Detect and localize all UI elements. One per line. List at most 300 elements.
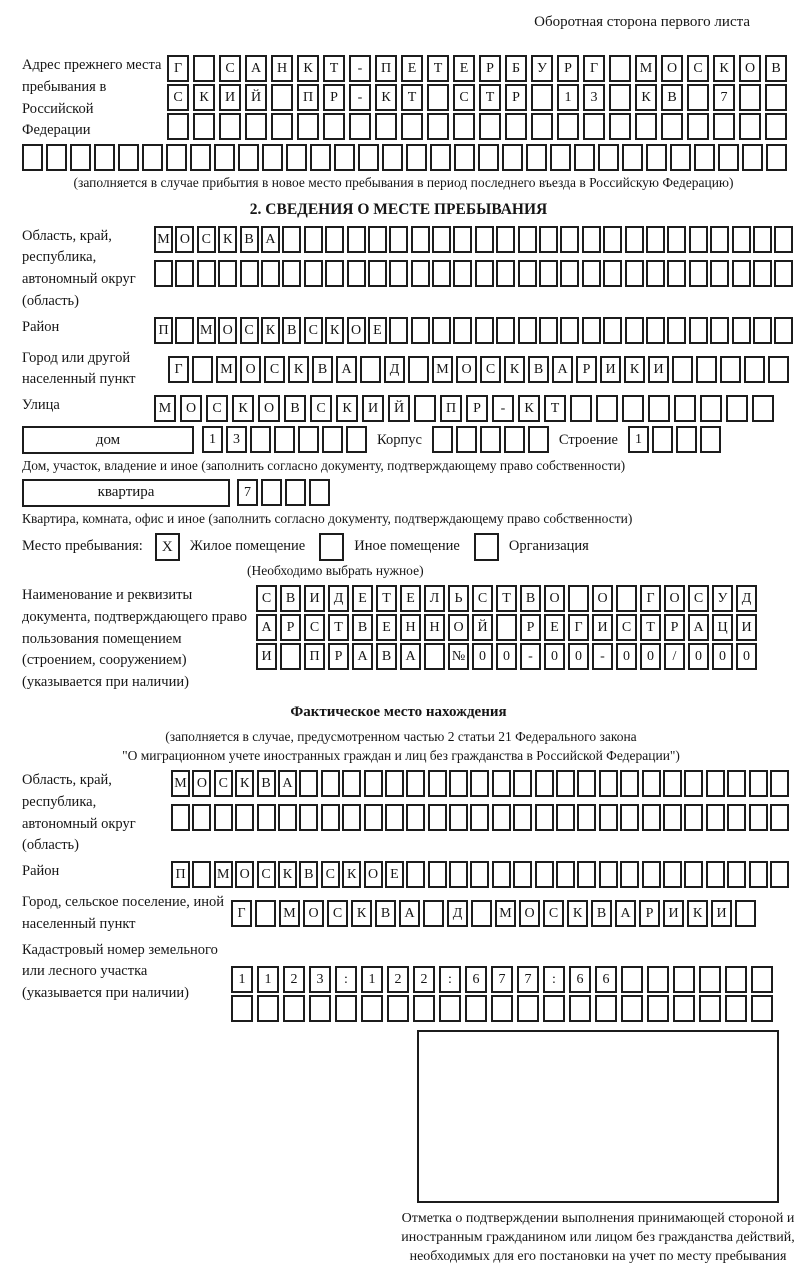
char-cell [560, 317, 579, 344]
char-cell [774, 260, 793, 287]
char-cell [171, 804, 190, 831]
char-cell [774, 226, 793, 253]
char-cell [250, 426, 271, 453]
char-cell: - [349, 84, 371, 111]
char-cell [245, 113, 267, 140]
char-cell: С [304, 614, 325, 641]
char-cell: С [688, 585, 709, 612]
char-cell [167, 113, 189, 140]
char-cell: О [664, 585, 685, 612]
char-cell: Е [544, 614, 565, 641]
char-cell [475, 226, 494, 253]
char-cell [382, 144, 403, 171]
char-cell [620, 804, 639, 831]
char-cell [299, 804, 318, 831]
char-cell: О [544, 585, 565, 612]
char-cell [752, 395, 774, 422]
fact-district-label: Район [22, 863, 60, 880]
char-cell [304, 260, 323, 287]
char-cell [297, 113, 319, 140]
char-cell [676, 426, 697, 453]
char-cell: К [235, 770, 254, 797]
char-cell [739, 113, 761, 140]
char-cell [667, 226, 686, 253]
apartment-grid [237, 479, 330, 506]
confirmation-area [394, 1030, 800, 1266]
char-cell: М [635, 55, 657, 82]
char-cell [727, 770, 746, 797]
char-cell: И [592, 614, 613, 641]
fact-district-row [22, 861, 795, 888]
char-cell [193, 113, 215, 140]
char-cell: Г [568, 614, 589, 641]
char-cell [411, 226, 430, 253]
char-cell: Б [505, 55, 527, 82]
char-cell [646, 144, 667, 171]
char-cell: А [336, 356, 357, 383]
char-cell [475, 260, 494, 287]
char-cell: Й [472, 614, 493, 641]
char-cell: С [167, 84, 189, 111]
char-cell [496, 226, 515, 253]
char-cell [766, 144, 787, 171]
char-cell: П [375, 55, 397, 82]
char-cell: С [206, 395, 228, 422]
char-cell: 1 [628, 426, 649, 453]
char-cell: К [504, 356, 525, 383]
char-cell [539, 317, 558, 344]
char-cell [255, 900, 276, 927]
fact-region-label: Область, край, республика, автономный округ (область) [22, 772, 136, 854]
char-cell: А [245, 55, 267, 82]
char-cell: С [240, 317, 259, 344]
char-cell [647, 966, 669, 993]
char-cell: Н [271, 55, 293, 82]
document-row [22, 585, 795, 694]
char-cell: О [180, 395, 202, 422]
char-cell [753, 226, 772, 253]
char-cell: М [214, 861, 233, 888]
char-cell: Д [447, 900, 468, 927]
page-side-note: Оборотная сторона первого листа [534, 14, 750, 30]
char-cell: Т [479, 84, 501, 111]
char-cell [449, 861, 468, 888]
char-cell: - [492, 395, 514, 422]
char-cell: Л [424, 585, 445, 612]
char-cell: В [520, 585, 541, 612]
char-cell: П [440, 395, 462, 422]
section2-title: 2. СВЕДЕНИЯ О МЕСТЕ ПРЕБЫВАНИЯ [249, 200, 548, 218]
char-cell: О [347, 317, 366, 344]
char-cell [684, 804, 703, 831]
char-cell [751, 995, 773, 1022]
char-cell: К [336, 395, 358, 422]
char-cell [190, 144, 211, 171]
char-cell [278, 804, 297, 831]
char-cell: В [661, 84, 683, 111]
char-cell [192, 356, 213, 383]
char-cell: К [193, 84, 215, 111]
char-cell: 0 [568, 643, 589, 670]
char-cell: С [219, 55, 241, 82]
char-cell [583, 113, 605, 140]
fact-city-row [22, 892, 795, 936]
char-cell: А [399, 900, 420, 927]
char-cell: Р [328, 643, 349, 670]
char-cell: 6 [465, 966, 487, 993]
char-cell [582, 317, 601, 344]
char-cell [663, 770, 682, 797]
char-cell [387, 995, 409, 1022]
char-cell: Г [168, 356, 189, 383]
char-cell: Ц [712, 614, 733, 641]
char-grid-row [171, 804, 789, 831]
char-cell: 7 [237, 479, 258, 506]
char-cell: М [216, 356, 237, 383]
char-cell [496, 614, 517, 641]
char-grid-row-full [22, 144, 795, 171]
char-cell [411, 317, 430, 344]
char-cell: Й [245, 84, 267, 111]
char-cell [706, 770, 725, 797]
char-cell [635, 113, 657, 140]
char-cell [70, 144, 91, 171]
char-cell [175, 317, 194, 344]
char-cell [286, 144, 307, 171]
char-cell [674, 395, 696, 422]
char-cell [710, 260, 729, 287]
char-cell [770, 861, 789, 888]
char-cell [689, 317, 708, 344]
char-cell [349, 113, 371, 140]
char-cell [304, 226, 323, 253]
city-label: Город или другой населенный пункт [22, 349, 136, 388]
char-cell [454, 144, 475, 171]
char-cell: 3 [583, 84, 605, 111]
char-cell [667, 317, 686, 344]
char-cell [401, 113, 423, 140]
house-row [22, 426, 795, 454]
char-cell [696, 356, 717, 383]
document-grid [256, 585, 757, 670]
char-grid-row [167, 55, 787, 82]
char-cell [646, 317, 665, 344]
char-cell [257, 995, 279, 1022]
char-cell [609, 55, 631, 82]
char-cell: О [448, 614, 469, 641]
char-cell [262, 144, 283, 171]
char-cell: - [520, 643, 541, 670]
char-cell: С [327, 900, 348, 927]
char-cell: М [154, 395, 176, 422]
char-cell [406, 804, 425, 831]
char-cell [535, 804, 554, 831]
char-cell [505, 113, 527, 140]
char-cell [518, 317, 537, 344]
char-cell: К [232, 395, 254, 422]
char-cell: М [154, 226, 173, 253]
char-cell [622, 395, 644, 422]
stay-type-label: Место пребывания: [22, 538, 143, 555]
char-cell [453, 226, 472, 253]
char-cell: 0 [712, 643, 733, 670]
char-cell [518, 260, 537, 287]
char-grid-row [154, 226, 793, 253]
char-cell [432, 226, 451, 253]
char-cell: Т [496, 585, 517, 612]
char-cell: 0 [688, 643, 709, 670]
char-cell [389, 317, 408, 344]
char-cell: 6 [595, 966, 617, 993]
char-cell: Д [384, 356, 405, 383]
char-cell: К [297, 55, 319, 82]
char-cell [282, 260, 301, 287]
char-cell [335, 995, 357, 1022]
char-cell: Р [505, 84, 527, 111]
district-row [22, 317, 795, 344]
char-cell [749, 804, 768, 831]
char-cell: В [765, 55, 787, 82]
char-cell [323, 113, 345, 140]
char-cell [667, 260, 686, 287]
char-cell: 3 [226, 426, 247, 453]
char-cell: 2 [283, 966, 305, 993]
char-grid-row [231, 900, 756, 927]
char-cell: 1 [231, 966, 253, 993]
char-cell: И [600, 356, 621, 383]
region-row [22, 226, 795, 313]
char-cell [577, 804, 596, 831]
char-cell: К [713, 55, 735, 82]
char-cell: М [279, 900, 300, 927]
char-cell: О [739, 55, 761, 82]
char-cell [622, 144, 643, 171]
char-cell [539, 260, 558, 287]
char-cell [321, 804, 340, 831]
apartment-row [22, 479, 795, 507]
char-cell [423, 900, 444, 927]
confirmation-caption: Отметка о подтверждении выполнения принимающей стороной и иностранным гражданином или лицом без гражданства действий, необходимых для его постановки на учет по месту пребывания [401, 1210, 795, 1265]
char-cell [699, 966, 721, 993]
char-cell [214, 144, 235, 171]
char-cell [346, 426, 367, 453]
char-cell: О [364, 861, 383, 888]
char-cell [642, 804, 661, 831]
char-cell: / [664, 643, 685, 670]
char-cell: К [635, 84, 657, 111]
char-cell [517, 995, 539, 1022]
char-cell [518, 226, 537, 253]
char-grid-row [256, 643, 757, 670]
apartment-note: Квартира, комната, офис и иное (заполнить согласно документу, подтверждающему право собственности) [22, 510, 633, 526]
char-cell [603, 317, 622, 344]
char-cell: И [362, 395, 384, 422]
char-cell: Т [376, 585, 397, 612]
char-cell [282, 226, 301, 253]
char-cell [465, 995, 487, 1022]
char-cell [621, 995, 643, 1022]
char-cell: Д [328, 585, 349, 612]
char-cell [470, 770, 489, 797]
char-cell [192, 861, 211, 888]
char-cell [599, 770, 618, 797]
char-cell [364, 770, 383, 797]
actual-location-note-2: "О миграционном учете иностранных граждан и лиц без гражданства в Российской Федерации") [122, 748, 680, 764]
char-cell: 0 [736, 643, 757, 670]
char-cell: Г [167, 55, 189, 82]
korpus-grid [432, 426, 549, 453]
char-cell [528, 426, 549, 453]
char-cell [358, 144, 379, 171]
char-cell [560, 226, 579, 253]
char-cell [609, 84, 631, 111]
char-cell [298, 426, 319, 453]
char-cell: Т [427, 55, 449, 82]
char-cell [673, 966, 695, 993]
confirmation-stamp-box [417, 1030, 779, 1203]
char-cell: Е [352, 585, 373, 612]
house-box-label: дом [22, 426, 194, 454]
char-cell: А [256, 614, 277, 641]
char-cell: 7 [517, 966, 539, 993]
char-cell [621, 966, 643, 993]
fact-region-grid [171, 770, 789, 831]
char-cell [706, 861, 725, 888]
char-cell [432, 426, 453, 453]
house-note: Дом, участок, владение и иное (заполнить согласно документу, подтверждающему право собственности) [22, 458, 626, 474]
char-cell [749, 770, 768, 797]
char-cell: П [154, 317, 173, 344]
char-cell [735, 900, 756, 927]
char-cell: : [439, 966, 461, 993]
char-cell: С [264, 356, 285, 383]
char-cell [535, 861, 554, 888]
char-cell [684, 770, 703, 797]
char-cell: В [284, 395, 306, 422]
char-cell [309, 995, 331, 1022]
char-cell: Р [639, 900, 660, 927]
char-cell [193, 55, 215, 82]
char-cell [218, 260, 237, 287]
char-cell [647, 995, 669, 1022]
char-grid-row [171, 770, 789, 797]
char-cell [428, 770, 447, 797]
char-cell: С [453, 84, 475, 111]
char-cell: В [591, 900, 612, 927]
char-cell: И [663, 900, 684, 927]
char-grid-row [256, 585, 757, 612]
char-cell: К [624, 356, 645, 383]
char-cell [413, 995, 435, 1022]
char-cell: Е [401, 55, 423, 82]
char-cell: 7 [491, 966, 513, 993]
char-cell: С [310, 395, 332, 422]
char-cell: С [257, 861, 276, 888]
char-cell [574, 144, 595, 171]
char-cell [118, 144, 139, 171]
char-cell [480, 426, 501, 453]
char-cell [513, 861, 532, 888]
char-cell [700, 426, 721, 453]
char-cell [240, 260, 259, 287]
char-cell [432, 317, 451, 344]
char-cell [513, 804, 532, 831]
char-cell [219, 113, 241, 140]
char-cell [556, 804, 575, 831]
char-cell [513, 770, 532, 797]
char-cell: Н [400, 614, 421, 641]
char-cell [261, 479, 282, 506]
char-cell [770, 804, 789, 831]
char-cell [94, 144, 115, 171]
char-cell: И [711, 900, 732, 927]
char-cell: А [400, 643, 421, 670]
char-cell [492, 804, 511, 831]
char-cell [453, 317, 472, 344]
char-cell [625, 317, 644, 344]
region-grid [154, 226, 793, 287]
char-cell [424, 643, 445, 670]
char-cell: С [214, 770, 233, 797]
char-cell: Й [388, 395, 410, 422]
char-cell [725, 966, 747, 993]
char-cell [625, 260, 644, 287]
char-cell: В [376, 643, 397, 670]
char-grid-row [171, 861, 789, 888]
char-cell: О [661, 55, 683, 82]
char-cell [648, 395, 670, 422]
char-grid-row [256, 614, 757, 641]
char-cell [334, 144, 355, 171]
char-cell [670, 144, 691, 171]
char-cell [663, 861, 682, 888]
char-cell: № [448, 643, 469, 670]
char-cell [556, 770, 575, 797]
char-cell: : [543, 966, 565, 993]
char-cell: С [321, 861, 340, 888]
char-cell: Е [385, 861, 404, 888]
char-cell [235, 804, 254, 831]
char-cell: Н [424, 614, 445, 641]
char-cell [595, 995, 617, 1022]
char-cell: К [518, 395, 540, 422]
char-cell [596, 395, 618, 422]
char-cell [271, 84, 293, 111]
char-cell [470, 804, 489, 831]
char-cell: С [197, 226, 216, 253]
char-cell: П [297, 84, 319, 111]
char-cell [582, 226, 601, 253]
char-cell: 0 [616, 643, 637, 670]
char-grid-row [231, 966, 773, 993]
char-cell: 3 [309, 966, 331, 993]
char-cell: А [688, 614, 709, 641]
char-cell: Т [640, 614, 661, 641]
document-label: Наименование и реквизиты документа, подтверждающего право пользования помещением (строением, сооружением) (указывается при наличии) [22, 587, 248, 691]
char-cell [725, 995, 747, 1022]
char-cell: С [480, 356, 501, 383]
char-cell [699, 995, 721, 1022]
prev-address-grid [167, 55, 787, 140]
char-cell: В [282, 317, 301, 344]
char-cell [620, 861, 639, 888]
char-cell [732, 317, 751, 344]
char-cell [557, 113, 579, 140]
char-cell: О [456, 356, 477, 383]
char-grid-row [167, 113, 787, 140]
char-cell: Р [466, 395, 488, 422]
char-cell: С [616, 614, 637, 641]
